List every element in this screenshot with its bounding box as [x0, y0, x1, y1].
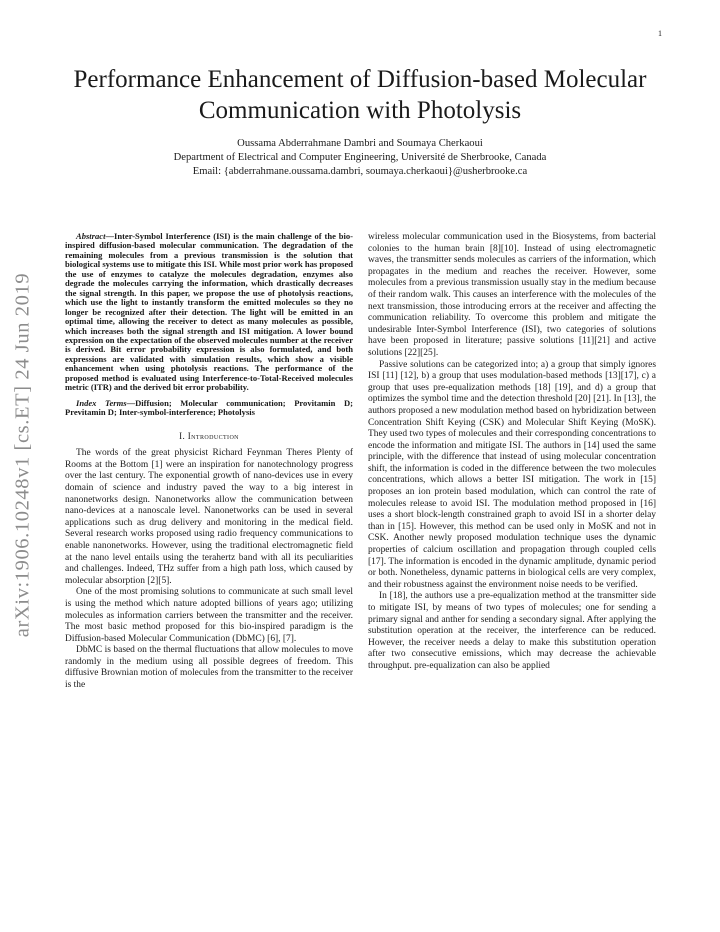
- abstract: [65, 232, 353, 393]
- arxiv-stamp-text: arXiv:1906.10248v1 [cs.ET] 24 Jun 2019: [11, 272, 34, 638]
- author-names: Oussama Abderrahmane Dambri and Soumaya Cherkaoui: [237, 138, 483, 149]
- index-terms: [65, 399, 353, 418]
- abstract-label: Abstract: [76, 231, 106, 241]
- paper-title: Performance Enhancement of Diffusion-based Molecular Communication with Photolysis: [73, 66, 647, 124]
- section-title: Introduction: [187, 430, 239, 441]
- body-paragraph: One of the most promising solutions to communicate at such small level is using the method which nature adopted billions of years ago; utilizing molecules as information carriers between the transmitter and the receiver. The most basic method proposed for this bio-inspired paradigm is the Diffusion-based Molecular Communication (DbMC) [6], [7].: [65, 587, 353, 644]
- section-number: I.: [179, 430, 186, 441]
- abstract-text: —Inter-Symbol Interference (ISI) is the main challenge of the bio-inspired diffusion-based molecular communication. The degradation of the remaining molecules from a previous transmission is the solution that biological systems use to mitigate this ISI. While most prior work has proposed the use of enzymes to catalyze the molecules degradation, enzymes also degrade the molecules carrying the information, which drastically decreases the signal strength. In this paper, we propose the use of photolysis reactions, which use the light to instantly transform the emitted molecules so they no longer be recognized after their detection. The light will be emitted in an optimal time, allowing the receiver to detect as many molecules as possible, which increases both the signal strength and ISI mitigation. A lower bound expression on the expectation of the observed molecules number at the receiver is derived. Bit error probability expression is also formulated, and both expressions are validated with simulation results, which show a visible enhancement when using photolysis reactions. The performance of the proposed method is evaluated using Interference-to-Total-Received molecules metric (ITR) and the derived bit error probability.: [65, 231, 353, 393]
- page-number: 1: [658, 29, 662, 38]
- section-heading: [65, 431, 353, 443]
- index-terms-label: Index Terms: [76, 397, 127, 408]
- body-paragraph: Passive solutions can be categorized into; a) a group that simply ignores ISI [11] [12], b) a group that uses modulation-based methods [13][17], c) a group that uses pre-equalization methods [18] [19], and d) a group that optimizes the symbol time and the detection threshold [20] [21]. In [13], the authors proposed a new modulation method based on hybridization between Concentration Shift Keying (CSK) and Molecular Shift Keying (MoSK). They used two types of molecules and their corresponding concentrations to encode the information and mitigate ISI. The authors in [14] used the same principle, with the difference that instead of using molecular concentration shift, the information is coded in the difference between the two molecules concentrations, which allows a better ISI mitigation. The work in [15] proposes an ion protein based modulation, which can control the rate of molecules release to avoid ISI. The modulation method proposed in [16] uses a short block-length constrained graph to avoid ISI in a shorter delay than in [15]. However, this method can be used only in MoSK and not in CSK. Another newly proposed modulation technique uses the dynamic properties of calcium oscillation and propagation through coupled cells [17]. The information is encoded in the dynamic amplitude, dynamic period or both. Nonetheless, dynamic patterns in biological cells are very complex, and their robustness against the environment noise needs to be verified.: [368, 359, 656, 590]
- index-terms-text: —Diffusion; Molecular communication; Provitamin D; Previtamin D; Inter-symbol-interference; Photolysis: [65, 397, 353, 418]
- body-paragraph: DbMC is based on the thermal fluctuations that allow molecules to move randomly in the medium using all possible degrees of freedom. This diffusive Brownian motion of molecules from the transmitter to the receiver is the: [65, 645, 353, 691]
- body-paragraph: In [18], the authors use a pre-equalization method at the transmitter side to mitigate ISI, by means of two types of molecules; one for sending a primary signal and anther for sending a secondary signal. After applying the substitution operation at the receiver, the interference can be reduced. However, the receiver needs a delay to make this substitution operation after two consecutive emissions, which may decrease the achievable throughput. pre-equalization can also be applied: [368, 591, 656, 671]
- author-affiliation: Department of Electrical and Computer Engineering, Université de Sherbrooke, Canada: [173, 152, 547, 163]
- author-block: [60, 137, 660, 179]
- body-paragraph: wireless molecular communication used in the Biosystems, from bacterial colonies to the human brain [8][10]. Instead of using electromagnetic waves, the transmitter sends molecules as carriers of the information, which propagates in the medium and reaches the receiver. However, some molecules from a previous transmission usually stay in the medium because of their random walk. This causes an interference with the molecules of the next transmission, those introducing errors at the receiver and affecting the communication reliability. To overcome this problem and mitigate the undesirable Inter-Symbol Interference (ISI), two categories of solutions have been proposed in literature; passive solutions [11][21] and active solutions [22][25].: [368, 232, 656, 358]
- right-column: [368, 232, 656, 673]
- body-paragraph: The words of the great physicist Richard Feynman Theres Plenty of Rooms at the Bottom [1] were an inspiration for nanotechnology progress over the last century. The exponential growth of nano-devices use in every domain of science and industry paved the way to a big interest in nanonetworks design. Nanonetworks allow the communication between nano-devices at a nanoscale level. Nanonetworks can be used in several applications such as drug delivery and monitoring in the medical field. Several research works proposed using radio frequency communications to enable nanonetworks. However, using the traditional electromagnetic field at the nano level entails using the terahertz band with all its peculiarities and challenges. Indeed, THz suffer from a high path loss, which caused by molecular absorption [2][5].: [65, 448, 353, 586]
- author-email: Email: {abderrahmane.oussama.dambri, soumaya.cherkaoui}@usherbrooke.ca: [192, 166, 528, 177]
- left-column: [65, 232, 353, 692]
